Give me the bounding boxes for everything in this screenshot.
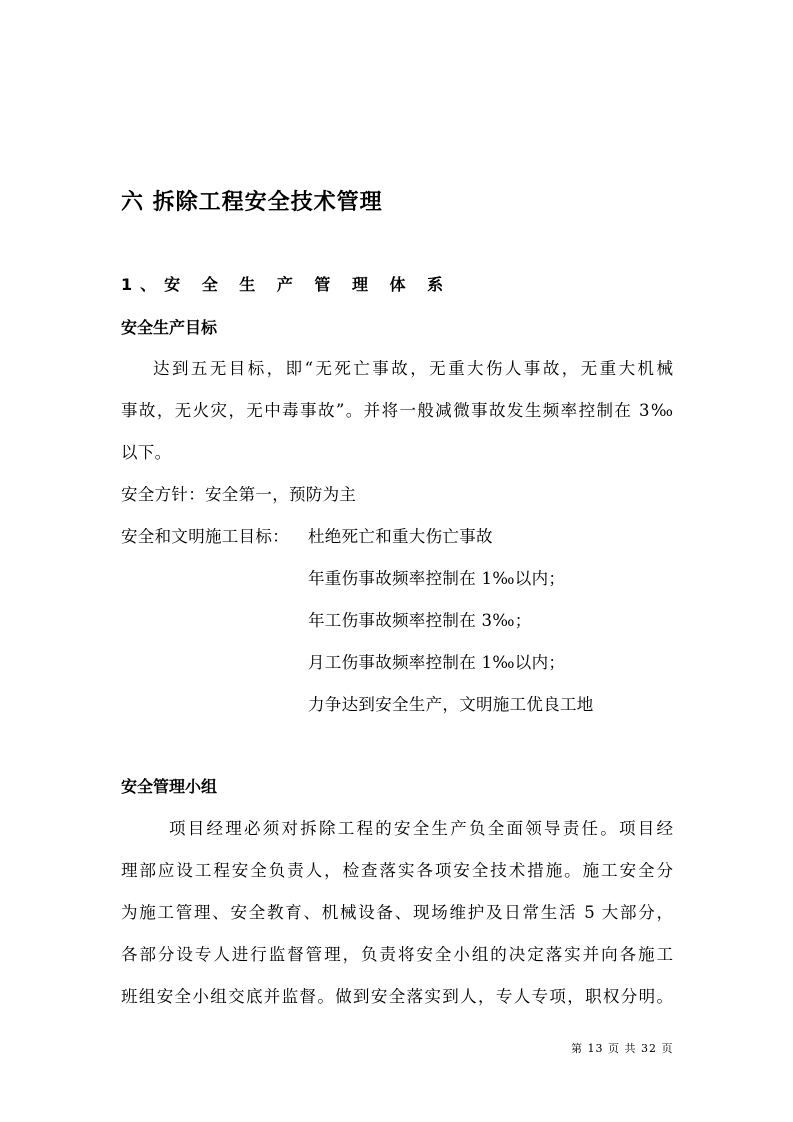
civilized-goal-item: 年工伤事故频率控制在 3‰； (308, 611, 532, 630)
page-footer: 第 13 页 共 32 页 (571, 1042, 674, 1055)
civilized-goal-item: 力争达到安全生产，文明施工优良工地 (308, 695, 594, 714)
safety-team-line-1: 项目经理必须对拆除工程的安全生产负全面领导责任。项目经 (169, 819, 673, 838)
safety-team-line-5: 班组安全小组交底并监督。做到安全落实到人，专人专项，职权分明。 (121, 987, 673, 1006)
safety-goal-line-3: 以下。 (121, 443, 172, 462)
civilized-goal-label: 安全和文明施工目标： (121, 527, 289, 546)
safety-goal-heading: 安全生产目标 (121, 318, 218, 337)
safety-goal-line-1: 达到五无目标，即“无死亡事故，无重大伤人事故，无重大机械 (153, 359, 673, 378)
civilized-goal-item: 杜绝死亡和重大伤亡事故 (308, 527, 493, 546)
civilized-goal-item: 月工伤事故频率控制在 1‰以内； (308, 653, 566, 672)
safety-team-line-4: 各部分设专人进行监督管理，负责将安全小组的决定落实并向各施工 (121, 945, 673, 964)
safety-team-heading: 安全管理小组 (121, 777, 218, 796)
safety-policy: 安全方针：安全第一，预防为主 (121, 485, 357, 504)
civilized-goal-item: 年重伤事故频率控制在 1‰以内； (308, 569, 566, 588)
section-title: 1、安 全 生 产 管 理 体 系 (121, 275, 452, 294)
safety-team-line-3: 为施工管理、安全教育、机械设备、现场维护及日常生活 5 大部分， (121, 903, 673, 922)
chapter-title: 六 拆除工程安全技术管理 (121, 190, 383, 215)
safety-goal-line-2: 事故，无火灾，无中毒事故”。并将一般减微事故发生频率控制在 3‰ (121, 401, 673, 420)
safety-team-line-2: 理部应设工程安全负责人，检查落实各项安全技术措施。施工安全分 (121, 861, 673, 880)
